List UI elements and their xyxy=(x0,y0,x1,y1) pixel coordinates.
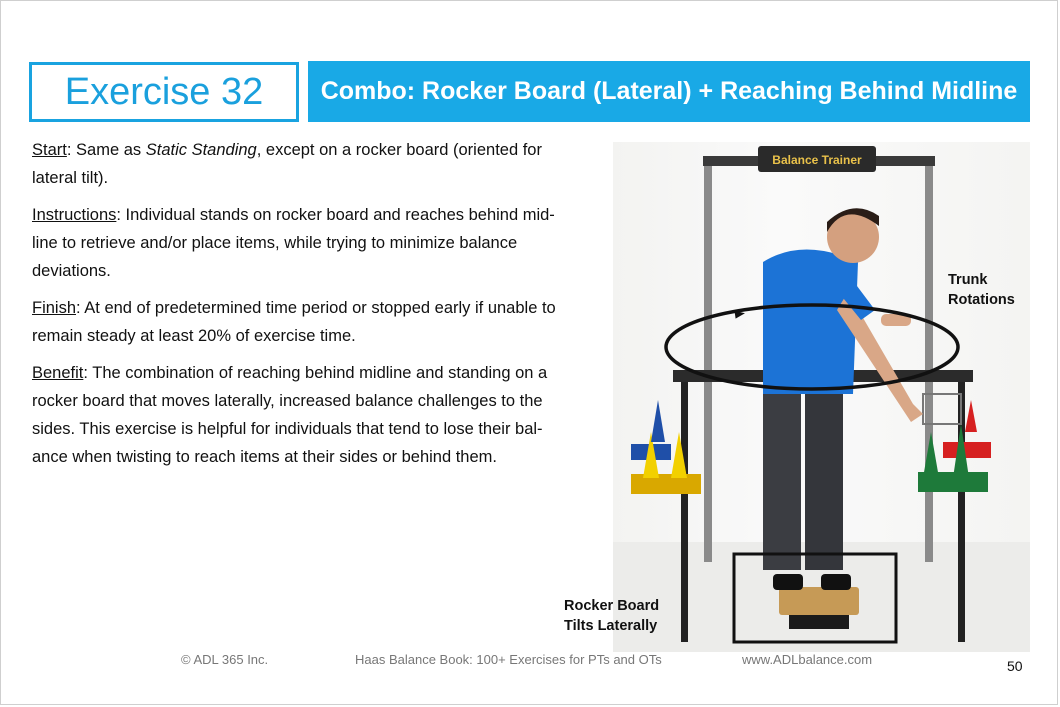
start-paragraph xyxy=(32,136,572,192)
frame-sign-text: Balance Trainer xyxy=(772,153,862,167)
page-number: 50 xyxy=(1007,658,1023,674)
finish-paragraph xyxy=(32,294,572,350)
benefit-paragraph xyxy=(32,359,572,471)
rocker-label-line1: Rocker Board xyxy=(564,598,660,614)
instructions-paragraph xyxy=(32,201,572,285)
exercise-photo xyxy=(613,142,1030,652)
exercise-number-box xyxy=(29,62,299,122)
start-emphasis: Static Standing xyxy=(145,141,257,159)
footer-website[interactable]: www.ADLbalance.com xyxy=(742,652,873,667)
rocker-label-line2: Tilts Laterally xyxy=(564,618,658,634)
trunk-label-line2: Rotations xyxy=(948,292,1015,308)
start-label: Start xyxy=(32,141,67,159)
title-bar xyxy=(308,61,1030,122)
start-pre: : Same as xyxy=(66,141,146,159)
exercise-title: Combo: Rocker Board (Lateral) + Reaching Behind Midline xyxy=(320,77,1018,105)
photo-illustration xyxy=(613,142,1030,652)
footer-copyright: © ADL 365 Inc. xyxy=(181,652,269,667)
benefit-label: Benefit xyxy=(32,364,84,382)
trunk-label-line1: Trunk xyxy=(948,272,988,288)
instructions-text: : Individual stands on rocker board and reaches behind mid-line to retrieve and/or place items, while trying to minimize balance deviations. xyxy=(32,206,555,280)
benefit-text: : The combination of reaching behind midline and standing on a rocker board that moves laterally, increased balance challenges to the sides. This exercise is helpful for individuals that tend to lose their bal-ance when twisting to reach items at their sides or behind them. xyxy=(32,364,548,466)
start-post: , except on a rocker board (oriented for lateral tilt). xyxy=(32,141,542,187)
exercise-text xyxy=(32,136,572,480)
footer-book-title: Haas Balance Book: 100+ Exercises for PTs and OTs xyxy=(355,652,662,667)
exercise-number: Exercise 32 xyxy=(64,70,264,113)
instructions-label: Instructions xyxy=(32,206,117,224)
finish-text: : At end of predetermined time period or stopped early if unable to remain steady at least 20% of exercise time. xyxy=(32,299,556,345)
trunk-rotations-label xyxy=(948,270,1015,310)
rocker-board-label xyxy=(564,596,659,636)
finish-label: Finish xyxy=(32,299,77,317)
